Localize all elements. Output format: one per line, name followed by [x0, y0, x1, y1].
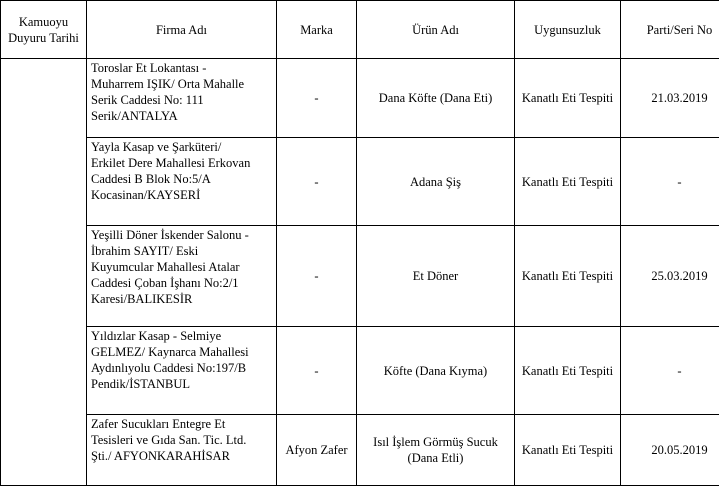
header-brand: Marka	[277, 1, 357, 59]
firm-line: Yıldızlar Kasap - Selmiye	[91, 329, 222, 343]
product-cell: Isıl İşlem Görmüş Sucuk (Dana Etli)	[357, 415, 515, 486]
firm-line: Yeşilli Döner İskender Salonu -	[91, 228, 249, 242]
batch-cell: 20.05.2019	[621, 415, 719, 486]
firm-cell	[87, 138, 277, 226]
firm-cell	[87, 327, 277, 415]
firm-line: Pendik/İSTANBUL	[91, 377, 190, 391]
product-cell: Et Döner	[357, 226, 515, 327]
firm-line: Toroslar Et Lokantası -	[91, 61, 207, 75]
firm-line: İbrahim SAYIT/ Eski	[91, 244, 199, 258]
firm-line: Kuyumcular Mahallesi Atalar	[91, 260, 240, 274]
product-cell: Köfte (Dana Kıyma)	[357, 327, 515, 415]
firm-line: Şti./ AFYONKARAHİSAR	[91, 449, 230, 463]
batch-cell: -	[621, 138, 719, 226]
header-product: Ürün Adı	[357, 1, 515, 59]
firm-line: Karesi/BALIKESİR	[91, 292, 193, 306]
firm-line: Serik/ANTALYA	[91, 109, 178, 123]
nonconformity-cell: Kanatlı Eti Tespiti	[515, 415, 621, 486]
firm-cell	[87, 59, 277, 138]
batch-cell: -	[621, 327, 719, 415]
firm-line: Kocasinan/KAYSERİ	[91, 188, 201, 202]
table-row	[1, 138, 719, 226]
nonconformity-cell: Kanatlı Eti Tespiti	[515, 327, 621, 415]
firm-line: Serik Caddesi No: 111	[91, 93, 204, 107]
table-row	[1, 59, 719, 138]
nonconformity-cell: Kanatlı Eti Tespiti	[515, 138, 621, 226]
firm-line: Muharrem IŞIK/ Orta Mahalle	[91, 77, 245, 91]
firm-line: Caddesi Çoban İşhanı No:2/1	[91, 276, 239, 290]
brand-cell: -	[277, 138, 357, 226]
table-row	[1, 327, 719, 415]
table-row	[1, 226, 719, 327]
brand-cell: -	[277, 327, 357, 415]
table-row	[1, 415, 719, 486]
firm-line: Zafer Sucukları Entegre Et	[91, 417, 226, 431]
announcement-date-cell	[1, 59, 87, 486]
product-cell: Dana Köfte (Dana Eti)	[357, 59, 515, 138]
nonconformity-cell: Kanatlı Eti Tespiti	[515, 226, 621, 327]
batch-cell: 21.03.2019	[621, 59, 719, 138]
batch-cell: 25.03.2019	[621, 226, 719, 327]
header-nonconformity: Uygunsuzluk	[515, 1, 621, 59]
firm-line: GELMEZ/ Kaynarca Mahallesi	[91, 345, 249, 359]
header-batch: Parti/Seri No	[621, 1, 719, 59]
brand-cell: -	[277, 59, 357, 138]
header-row	[1, 1, 719, 59]
firm-cell	[87, 415, 277, 486]
firm-line: Tesisleri ve Gıda San. Tic. Ltd.	[91, 433, 247, 447]
firm-line: Aydınlıyolu Caddesi No:197/B	[91, 361, 247, 375]
firm-cell	[87, 226, 277, 327]
firm-line: Erkilet Dere Mahallesi Erkovan	[91, 156, 251, 170]
header-firm: Firma Adı	[87, 1, 277, 59]
brand-cell: Afyon Zafer	[277, 415, 357, 486]
brand-cell: -	[277, 226, 357, 327]
nonconformity-cell: Kanatlı Eti Tespiti	[515, 59, 621, 138]
header-date: Kamuoyu Duyuru Tarihi	[1, 1, 87, 59]
firm-line: Caddesi B Blok No:5/A	[91, 172, 211, 186]
product-cell: Adana Şiş	[357, 138, 515, 226]
firm-line: Yayla Kasap ve Şarküteri/	[91, 140, 222, 154]
